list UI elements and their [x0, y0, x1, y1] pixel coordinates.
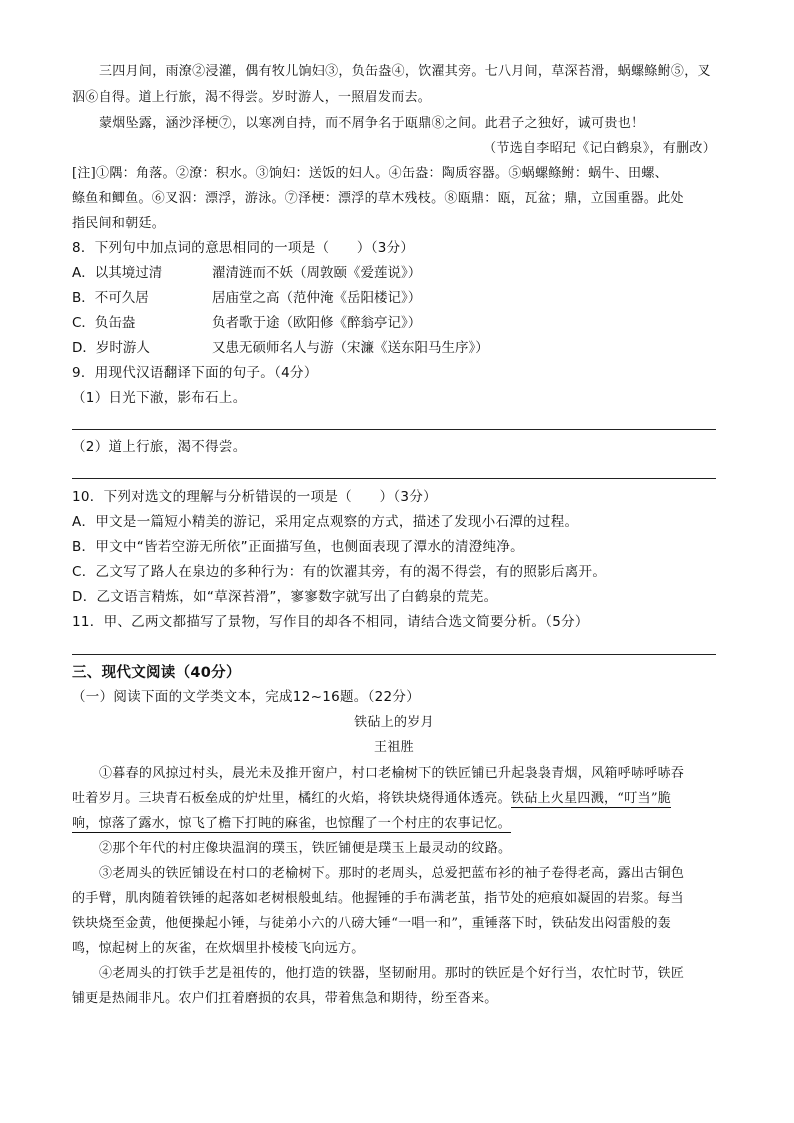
article-para1-underlined: 铁砧上火星四溅，“叮当”脆	[510, 791, 672, 806]
note-line2: 鲦鱼和鲫鱼。⑥叉泅：漂浮，游泳。⑦泽梗：漂浮的草木残枝。⑧瓯鼎：瓯，瓦盆；鼎，立国重器。此处	[72, 191, 684, 206]
q9-stem: 9．用现代汉语翻译下面的句子。（4分）	[72, 365, 318, 381]
q8-option-a-left: A．以其境过清	[72, 265, 163, 281]
q11-stem: 11．甲、乙两文都描写了景物，写作目的却各不相同，请结合选文简要分析。（5分）	[72, 614, 589, 630]
q8-option-b	[72, 288, 724, 308]
article-para1-line2	[72, 789, 724, 809]
q10-stem: 10．下列对选文的理解与分析错误的一项是（ ）（3分）	[72, 489, 437, 505]
answer-line-q9-1	[72, 429, 716, 430]
note-line3: 指民间和朝廷。	[72, 216, 166, 231]
q10-option-b: B．甲文中“皆若空游无所依”正面描写鱼，也侧面表现了潭水的清澄纯净。	[72, 539, 524, 555]
classical-para1-line1: 三四月间，雨潦②浸灌，偶有牧儿饷妇③，负缶盎④，饮濯其旁。七八月间，草深苔滑，蜗螺鲦鲋⑤，叉	[99, 64, 711, 79]
q10-option-d: D．乙文语言精炼，如“草深苔滑”，寥寥数字就写出了白鹤泉的荒芜。	[72, 589, 498, 605]
article-para2: ②那个年代的村庄像块温润的璞玉，铁匠铺便是璞玉上最灵动的纹路。	[99, 841, 512, 856]
classical-para1-line2	[72, 88, 724, 108]
note-line1: [注]①隅：角落。②潦：积水。③饷妇：送饭的妇人。④缶盎：陶质容器。⑤蜗螺鲦鲋：蜗牛、田螺、	[72, 166, 668, 181]
q8-option-c-left: C．负缶盎	[72, 315, 136, 331]
classical-source: （节选自李昭玘《记白鹤泉》，有删改）	[483, 141, 716, 156]
article-para1-line2-text: 吐着岁月。三块青石板垒成的炉灶里，橘红的火焰，将铁块烧得通体透亮。	[72, 791, 511, 806]
article-para4-line2: 铺更是热闹非凡。农户们扛着磨损的农具，带着焦急和期待，纷至沓来。	[72, 991, 498, 1006]
q8-option-d-right: 又患无硕师名人与游（宋濂《送东阳马生序》）	[212, 340, 489, 356]
article-para1-line3-underlined: 响，惊落了露水，惊飞了檐下打盹的麻雀，也惊醒了一个村庄的农事记忆。	[72, 816, 511, 831]
article-para1-line3	[72, 814, 724, 834]
article-para3-line3: 铁块烧至金黄，他便操起小锤，与徒弟小六的八磅大锤“一唱一和”，重锤落下时，铁砧发出闷雷般的轰	[72, 916, 672, 931]
answer-line-q11	[72, 654, 716, 655]
article-para3-line1: ③老周头的铁匠铺设在村口的老榆树下。那时的老周头，总爱把蓝布衫的袖子卷得老高，露出古铜色	[99, 866, 685, 881]
article-para3-line2: 的手臂，肌肉随着铁锤的起落如老树根般虬结。他握锤的手布满老茧，指节处的疤痕如凝固的岩浆。每当	[72, 891, 684, 906]
answer-line-q9-2	[72, 478, 716, 479]
article-title: 铁砧上的岁月	[354, 715, 434, 730]
q8-stem: 8．下列句中加点词的意思相同的一项是（ ）（3分）	[72, 240, 415, 256]
q8-option-b-left: B．不可久居	[72, 290, 149, 306]
q9-sentence1: （1）日光下澈，影布石上。	[72, 390, 247, 406]
q8-option-c	[72, 313, 724, 333]
q8-option-a-right: 濯清涟而不妖（周敦颐《爱莲说》）	[212, 265, 422, 281]
article-para4-line1: ④老周头的打铁手艺是祖传的，他打造的铁器，坚韧耐用。那时的铁匠是个好行当，农忙时节，铁匠	[99, 966, 685, 981]
q8-option-c-right: 负者歌于途（欧阳修《醉翁亭记》）	[212, 315, 422, 331]
q8-option-d-left: D．岁时游人	[72, 340, 150, 356]
q9-sentence2: （2）道上行旅，渴不得尝。	[72, 439, 247, 455]
article-author: 王祖胜	[374, 740, 414, 755]
q8-option-d	[72, 338, 724, 358]
classical-para1-line2-text: 泅⑥自得。道上行旅，渴不得尝。岁时游人，一照眉发而去。	[72, 90, 432, 105]
article-para3-line4: 鸣，惊起树上的灰雀，在炊烟里扑棱棱飞向远方。	[72, 941, 365, 956]
section3-heading: 三、现代文阅读（40分）	[72, 665, 241, 681]
q8-option-a	[72, 263, 724, 283]
q10-option-c: C．乙文写了路人在泉边的多种行为：有的饮濯其旁，有的渴不得尝，有的照影后离开。	[72, 564, 607, 580]
section3-intro: （一）阅读下面的文学类文本，完成12~16题。（22分）	[72, 689, 420, 705]
article-para1-line1: ①暮春的风掠过村头，晨光未及推开窗户，村口老榆树下的铁匠铺已升起袅袅青烟，风箱呼哧呼哧吞	[99, 766, 685, 781]
q8-option-b-right: 居庙堂之高（范仲淹《岳阳楼记》）	[212, 290, 422, 306]
classical-para2: 蒙烟坠露，涵沙泽梗⑦，以寒冽自持，而不屑争名于瓯鼎⑧之间。此君子之独好，诚可贵也！	[99, 116, 645, 131]
q10-option-a: A．甲文是一篇短小精美的游记，采用定点观察的方式，描述了发现小石潭的过程。	[72, 514, 579, 530]
